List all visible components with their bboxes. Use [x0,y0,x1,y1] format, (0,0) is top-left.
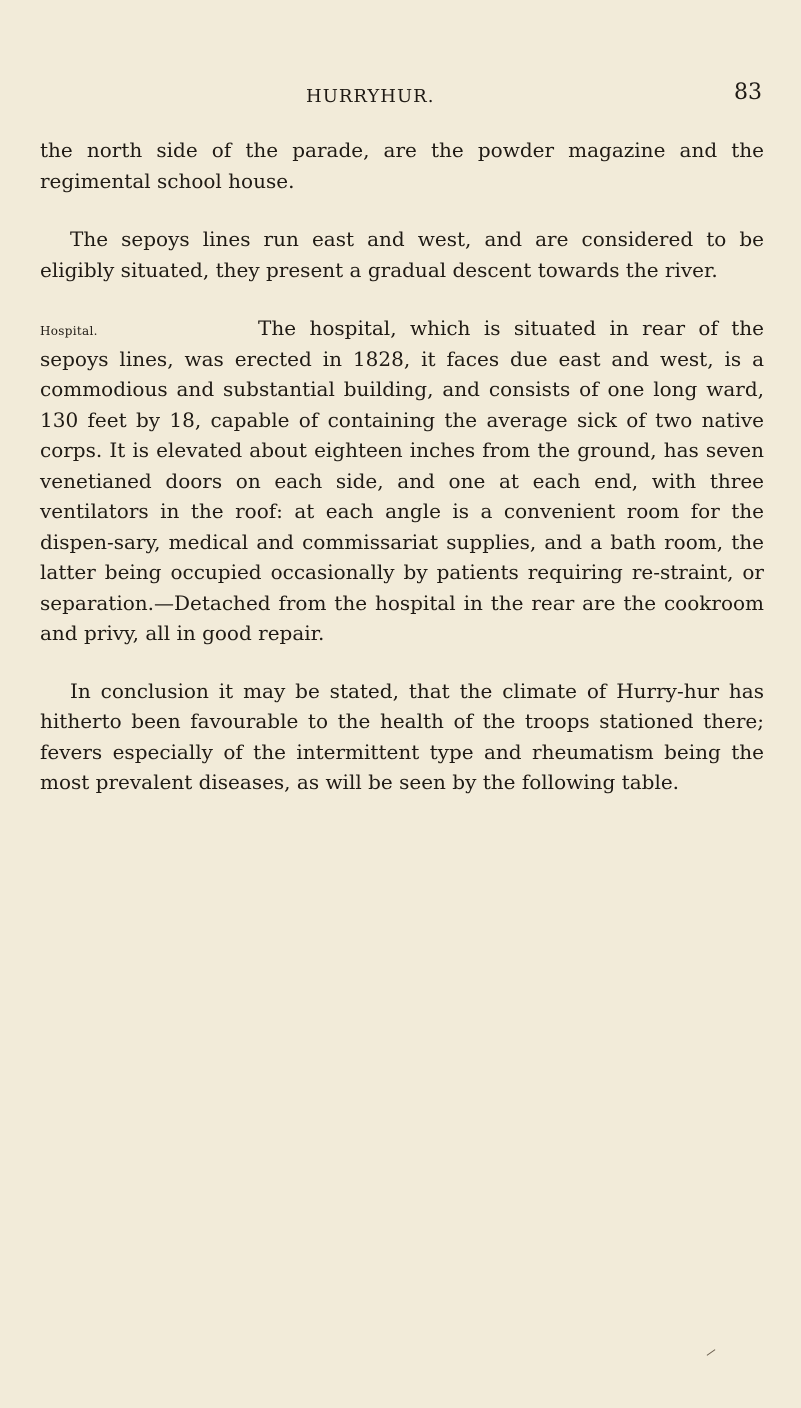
page-number: 83 [734,80,762,105]
side-note-hospital: Hospital. [40,324,98,338]
paragraph-conclusion: In conclusion it may be stated, that the climate of Hurry-hur has hitherto been favourable to the health of the troops stationed there; fevers especially of the intermittent type and rheumatism being the most prevalent diseases, as will be seen by the following table. [40,678,764,794]
running-title: HURRYHUR. [306,86,435,107]
paragraph-sepoys-lines: The sepoys lines run east and west, and are considered to be eligibly situated, they present a gradual descent towards the river. [40,227,764,282]
paragraph-parade: the north side of the parade, are the powder magazine and the regimental school house. [40,138,764,193]
paragraph-hospital [40,313,764,649]
running-head [0,80,801,114]
stray-ink-mark [707,1349,716,1356]
paragraph-hospital-text: The hospital, which is situated in rear of the sepoys lines, was erected in 1828, it faces due east and west, is a commodious and substantial building, and consists of one long ward, 130 feet by 18, capable of containing the average sick of two native corps. It is elevated about eighteen inches from the ground, has seven venetianed doors on each side, and one at each end, with three ventilators in the roof: at each angle is a convenient room for the dispen-sary, medical and commissariat supplies, and a bath room, the latter being occupied occasionally by patients requiring re-straint, or separation.—Detached from the hospital in the rear are the cookroom and privy, all in good repair. [40,316,764,645]
body-text [40,135,764,798]
